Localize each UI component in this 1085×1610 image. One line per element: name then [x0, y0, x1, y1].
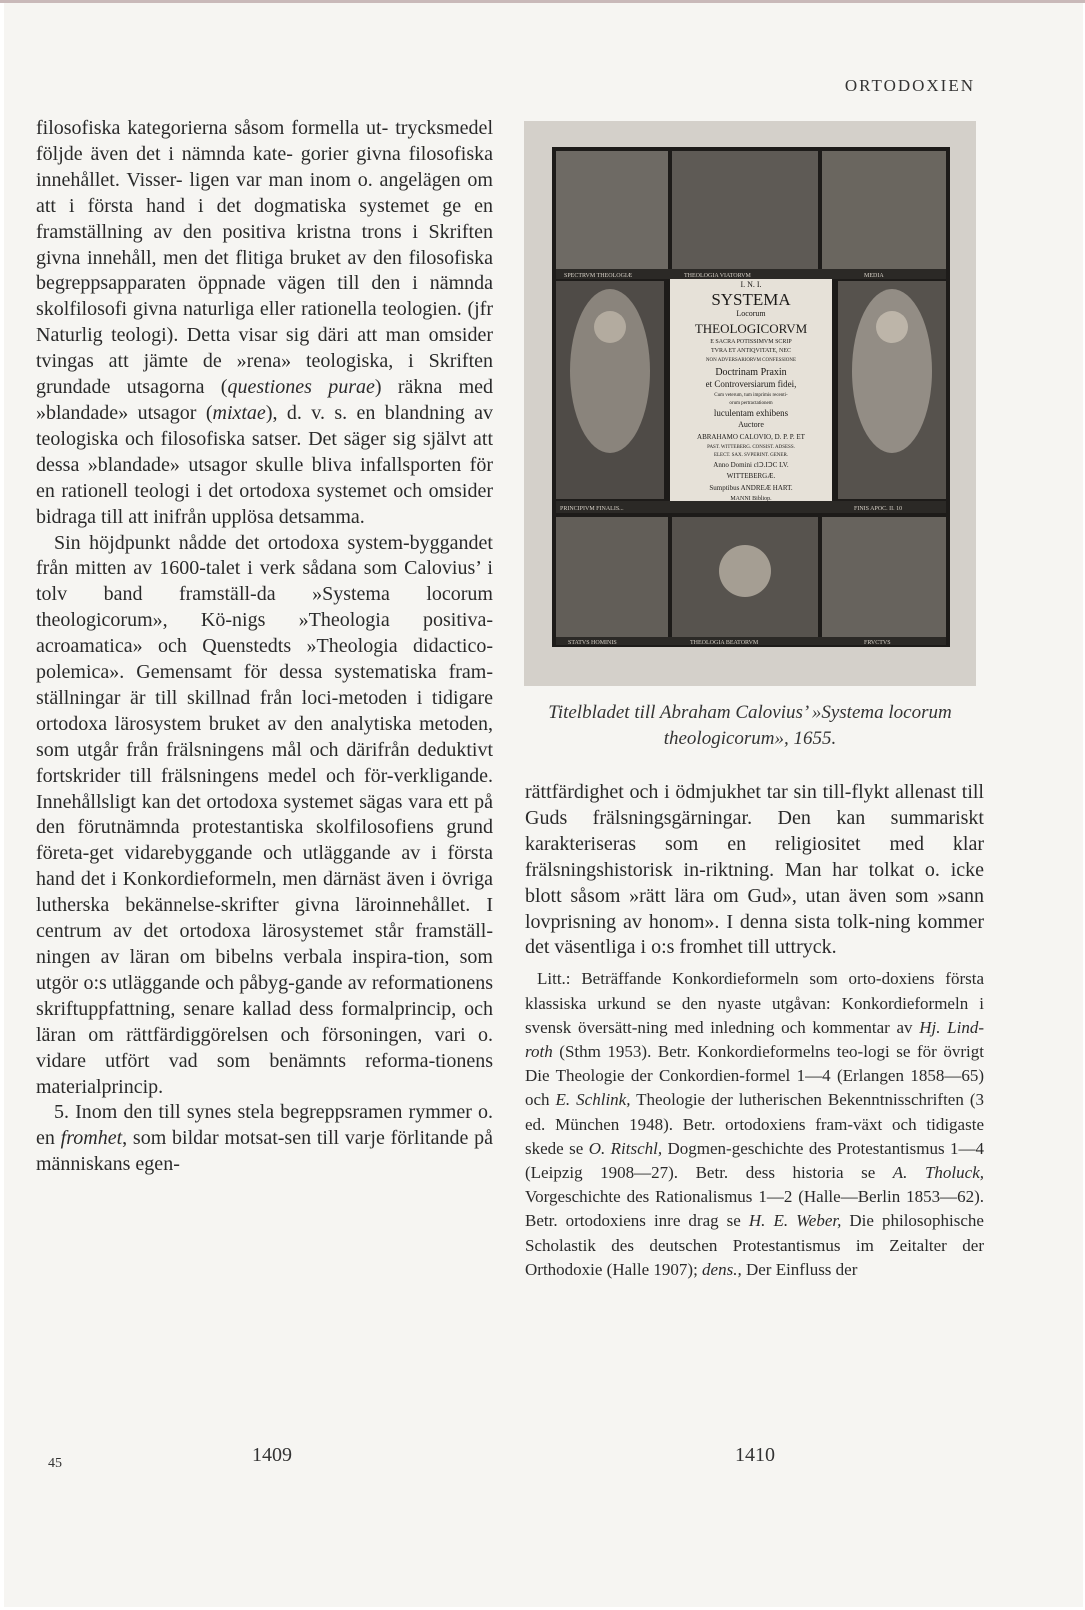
left-paragraph-1: [36, 116, 493, 531]
engraving-line: E SACRA POTISSIMVM SCRIP: [710, 339, 792, 345]
signature-mark: 45: [48, 1456, 62, 1471]
text-run: Vorgeschichte des Rationalismus 1—2 (Halle—Berlin 1853—62). Betr. ortodoxiens inre drag se: [525, 1187, 984, 1231]
italic-term: fromhet: [60, 1127, 123, 1150]
literature-note: [525, 967, 984, 1282]
text-run: ) räkna med »blandade» utsagor (: [36, 376, 494, 424]
engraving-line: luculentam exhibens: [713, 408, 789, 418]
text-run: (: [220, 376, 228, 399]
text-line: gorier givna filosofiska innehållet. Visser-: [36, 142, 493, 191]
text-line: framställning av den positiva kristna trons: [36, 220, 402, 243]
banner-label: THEOLOGIA BEATORVM: [690, 640, 759, 646]
engraving-line: Sumptibus ANDREÆ HART.: [709, 484, 793, 492]
engraving-line: TVRA ET ANTIQVITATE, NEC: [710, 348, 792, 354]
left-page-number: 1409: [252, 1444, 292, 1466]
author-name: H. E. Weber,: [748, 1211, 842, 1231]
text-line: första hand i det dogmatiska systemet ge en: [87, 194, 494, 217]
engraving-line: Locorum: [736, 309, 766, 318]
text-line: trycksmedel följde även det i nämnda kate-: [36, 117, 493, 165]
engraving-line: THEOLOGICORVM: [694, 321, 808, 336]
engraving-line: PAST. WITTEBERG. CONSIST. ADSESS.: [707, 445, 795, 450]
text-run: Die philosophische Scholastik des deutschen Protestantismus im Zeitalter der Orthodoxie (Halle 1907);: [525, 1211, 984, 1279]
engraving-line: orum pertractationem: [729, 401, 773, 406]
banner-label: STATVS HOMINIS: [568, 640, 617, 646]
banner-label: FRVCTVS: [864, 640, 891, 646]
text-line: bruket av den filosofiska begreppsapparaten: [36, 246, 494, 295]
author-name: Hj. Lind-roth: [525, 1017, 984, 1061]
banner-label: THEOLOGIA VIATORVM: [684, 273, 751, 279]
left-paragraph-3: [36, 1100, 493, 1178]
engraving-line: SYSTEMA: [711, 290, 791, 309]
text-run: Theologie der lutherischen Bekenntnisschriften (3 ed. München 1948). Betr. ortodoxiens fram-växt och tidigaste skede se: [525, 1090, 984, 1158]
engraving-line: ABRAHAMO CALOVIO, D. P. P. ET: [697, 433, 805, 441]
engraving-line: et Controversiarum fidei,: [705, 379, 797, 389]
text-line: (jfr Naturlig teologi). Detta visar sig däri: [36, 298, 494, 347]
banner-label: MEDIA: [864, 273, 884, 279]
text-line: i Skriften givna innehåll, men det flitiga: [36, 220, 493, 269]
banner-label: PRINCIPIVM FINALIS...: [560, 506, 624, 512]
engraving-line: Doctrinam Praxin: [715, 367, 787, 378]
text-line: att man omsider tvingas att jämte de »rena»: [36, 324, 494, 373]
engraving-line: ELECT. SAX. SVPERINT. GENER.: [713, 453, 789, 458]
italic-term: questiones purae: [227, 376, 375, 399]
right-column: [525, 780, 984, 1282]
text-line: givna naturliga eller rationella teologien.: [132, 298, 462, 321]
text-line: öppnade vägen till den i nämnda skolfilosofi: [36, 272, 493, 321]
text-run: ), d. v. s. en blandning av teologiska och filosofiska satser. Det säger sig självt att dessa »blandade» utsagor skulle bliva infallsporten för en rationell teologi i det ortodoxa systemet och omsider bidraga till att inifrån upplösa detsamma.: [36, 401, 493, 528]
text-line: ligen var man inom o. angelägen om att i: [36, 168, 493, 217]
engraving-line: NON ADVERSARIORVM CONFESSIONE: [705, 358, 797, 363]
text-run: Dogmen-geschichte des Protestantismus 1—4 (Leipzig 1908—27). Betr. dess historia se: [525, 1138, 984, 1182]
engraving-line: WITTEBERGÆ.: [726, 472, 776, 480]
figure-caption: Titelbladet till Abraham Calovius’ »Systema locorum theologicorum», 1655.: [548, 702, 952, 749]
italic-term: mixtae: [212, 401, 266, 424]
text-run: 5. Inom den till synes stela begreppsramen rymmer o. en: [36, 1101, 493, 1150]
text-run: , som bildar motsat-sen till varje förlitande på människans egen-: [36, 1127, 493, 1176]
engraving-line: Auctore: [738, 420, 764, 429]
engraving-line: I. N. I.: [740, 280, 762, 289]
text-run: Litt.: Beträffande Konkordieformeln som orto-doxiens första klassiska urkund se den nyaste utgåvan: Konkordieformeln i svensk översätt-ning med inledning och kommentar av: [525, 969, 984, 1037]
engraving-line: Cum veterum, tum imprimis recenti-: [714, 393, 788, 398]
banner-label: SPECTRVM THEOLOGIÆ: [564, 273, 633, 279]
engraving-line: Anno Domini clↃ.IↃC LV.: [713, 461, 789, 469]
author-name: E. Schlink,: [555, 1090, 631, 1110]
author-name: A. Tholuck,: [892, 1162, 984, 1182]
left-paragraph-2: Sin höjdpunkt nådde det ortodoxa system-byggandet från mitten av 1600-talet i verk sådana som Calovius’ i tolv band framställ-da »Systema locorum theologicorum», Kö-nigs »Theologia positiva-acroamatica» och Quenstedts »Theologia didactico-polemica». Gemensamt för dessa systematiska fram-ställningar är till skillnad från loci-metoden i tidigare ortodoxa lärosystem bruket av den analytiska metoden, som utgår från frälsningens mål och därifrån deduktivt fortskrider till frälsningens medel och för-verkligande. Innehållsligt kan det ortodoxa systemet sägas vara ett på den förutnämnda protestantiska skolfilosofiens grund företa-get vidarebyggande och utläggande av i första hand det i Konkordieformeln, men därnäst även i övriga lutherska bekännelse-skrifter givna läroinnehållet. I centrum av det ortodoxa lärosystemet står framställ-ningen av läran om bibelns verbala inspira-tion, som utgör o:s utläggande och påbyg-gande av reformationens skriftuppfattning, senare kallad dess formalprincip, och läran om rättfärdiggörelsen och försoningen, vari o. vidare utfört vad som benämnts reforma-tionens materialprincip.: [36, 531, 493, 1098]
author-name: O. Ritschl,: [588, 1138, 663, 1158]
title-page-engraving: [524, 121, 976, 686]
author-name: dens.,: [702, 1259, 742, 1279]
engraving-line: MANNI Bibliop.: [730, 496, 772, 502]
running-title: ORTODOXIEN: [844, 76, 975, 95]
text-run: (Sthm 1953). Betr. Konkordieformelns teo-logi se för övrigt Die Theologie der Conkordien-formel 1—4 (Erlangen 1858—65) och: [525, 1041, 984, 1110]
left-column: [36, 116, 493, 1178]
right-page-number: 1410: [735, 1444, 775, 1466]
banner-label: FINIS APOC. II. 10: [854, 506, 903, 512]
engraving-graphic: [524, 121, 976, 686]
right-paragraph-1: rättfärdighet och i ödmjukhet tar sin till-flykt allenast till Guds frälsningsgärningar. Den kan summariskt karakteriseras som en religiositet med klar frälsningshistorisk in-riktning. Man har tolkat o. icke blott såsom »rätt lära om Gud», utan även som »sann lovprisning av honom». I denna sista tolk-ning kommer det väsentliga i o:s fromhet till uttryck.: [525, 781, 984, 959]
text-run: Der Einfluss der: [741, 1259, 858, 1279]
text-line: filosofiska kategorierna såsom formella ut-: [36, 117, 389, 139]
text-line: teologiska, i Skriften grundade utsagorna: [36, 350, 494, 399]
